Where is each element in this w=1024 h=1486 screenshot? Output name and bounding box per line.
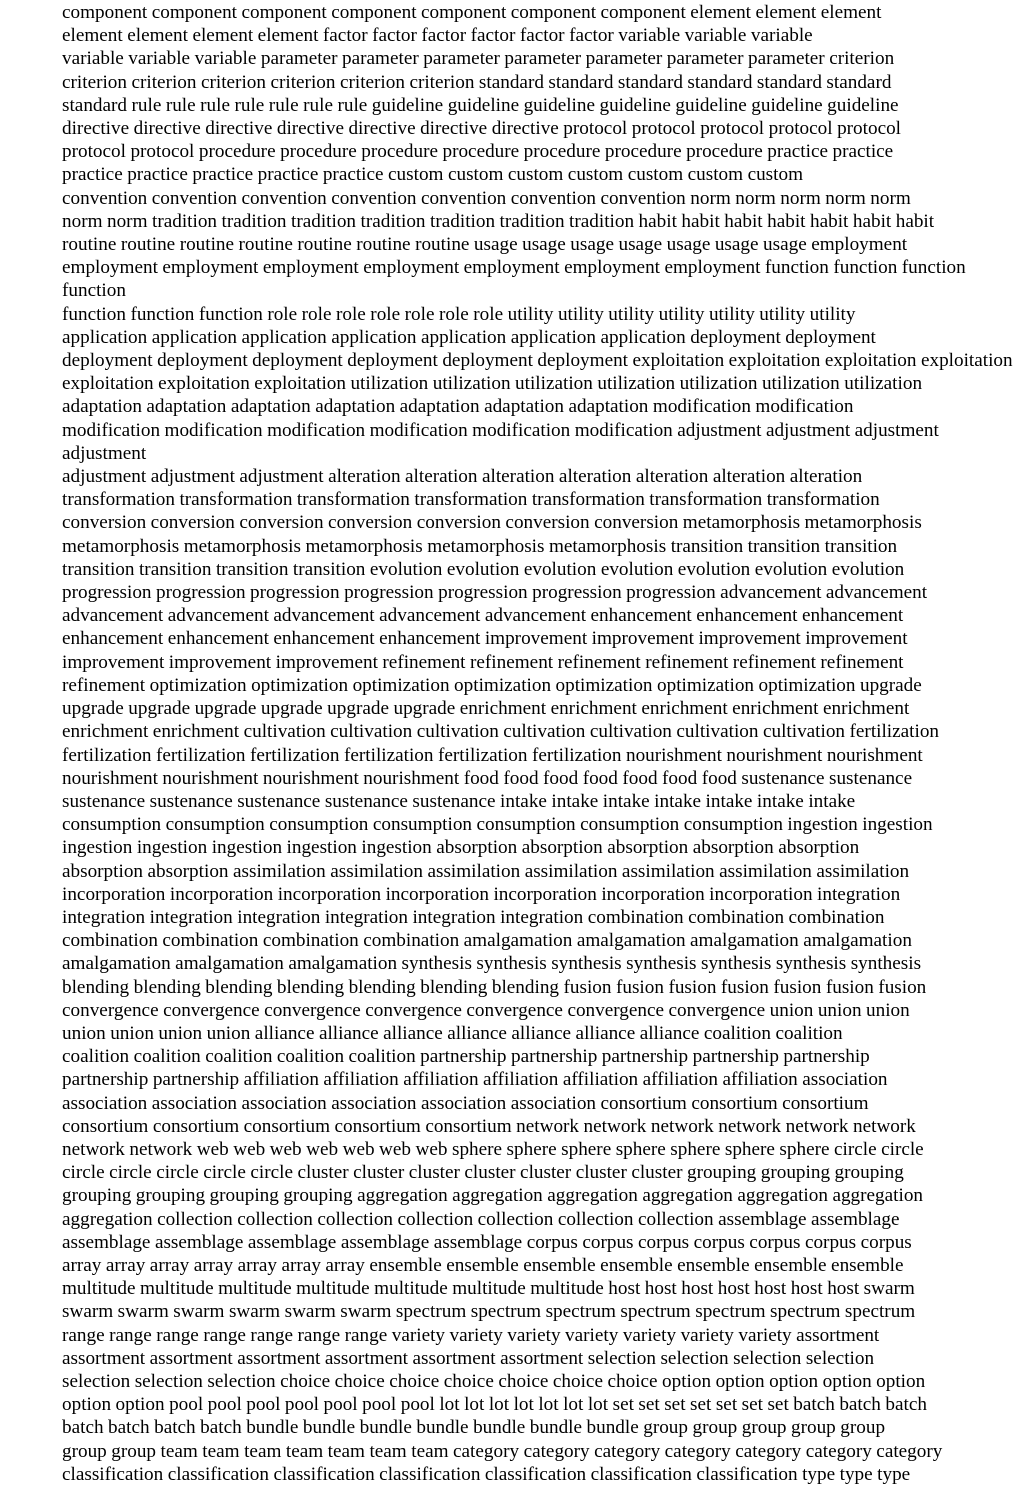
document-page [62,0,1018,1485]
body-text: component component component component component component component element element element element element element element factor factor factor factor factor factor variable variable variable variable variable variable parameter parameter parameter parameter parameter parameter parameter criterion criterion criterion criterion criterion criterion criterion standard standard standard standard standard standard standard rule rule rule rule rule rule rule guideline guideline guideline guideline guideline guideline guideline directive directive directive directive directive directive directive protocol protocol protocol protocol protocol protocol protocol procedure procedure procedure procedure procedure procedure procedure practice practice practice practice practice practice practice custom custom custom custom custom custom custom convention convention convention convention convention convention convention norm norm norm norm norm norm norm tradition tradition tradition tradition tradition tradition tradition habit habit habit habit habit habit habit routine routine routine routine routine routine routine usage usage usage usage usage usage usage employment employment employment employment employment employment employment employment function function function function function function function role role role role role role role utility utility utility utility utility utility utility application application application application application application application deployment deployment deployment deployment deployment deployment deployment deployment exploitation exploitation exploitation exploitation exploitation exploitation exploitation utilization utilization utilization utilization utilization utilization utilization adaptation adaptation adaptation adaptation adaptation adaptation adaptation modification modification modification modification modification modification modification modification adjustment adjustment adjustment adjustment adjustment adjustment adjustment alteration alteration alteration alteration alteration alteration alteration transformation transformation transformation transformation transformation transformation transformation conversion conversion conversion conversion conversion conversion conversion metamorphosis metamorphosis metamorphosis metamorphosis metamorphosis metamorphosis metamorphosis transition transition transition transition transition transition transition evolution evolution evolution evolution evolution evolution evolution progression progression progression progression progression progression progression advancement advancement advancement advancement advancement advancement advancement enhancement enhancement enhancement enhancement enhancement enhancement enhancement improvement improvement improvement improvement improvement improvement improvement refinement refinement refinement refinement refinement refinement refinement optimization optimization optimization optimization optimization optimization optimization upgrade upgrade upgrade upgrade upgrade upgrade upgrade enrichment enrichment enrichment enrichment enrichment enrichment enrichment cultivation cultivation cultivation cultivation cultivation cultivation cultivation fertilization fertilization fertilization fertilization fertilization fertilization fertilization nourishment nourishment nourishment nourishment nourishment nourishment nourishment food food food food food food food sustenance sustenance sustenance sustenance sustenance sustenance sustenance intake intake intake intake intake intake intake consumption consumption consumption consumption consumption consumption consumption ingestion ingestion ingestion ingestion ingestion ingestion ingestion absorption absorption absorption absorption absorption absorption absorption assimilation assimilation assimilation assimilation assimilation assimilation assimilation incorporation incorporation incorporation incorporation incorporation incorporation incorporation integration integration integration integration integration integration integration combination combination combination combination combination combination combination amalgamation amalgamation amalgamation amalgamation amalgamation amalgamation amalgamation synthesis synthesis synthesis synthesis synthesis synthesis synthesis blending blending blending blending blending blending blending fusion fusion fusion fusion fusion fusion fusion convergence convergence convergence convergence convergence convergence convergence union union union union union union union alliance alliance alliance alliance alliance alliance alliance coalition coalition coalition coalition coalition coalition coalition partnership partnership partnership partnership partnership partnership partnership affiliation affiliation affiliation affiliation affiliation affiliation affiliation association association association association association association association consortium consortium consortium consortium consortium consortium consortium consortium network network network network network network network network web web web web web web web sphere sphere sphere sphere sphere sphere sphere circle circle circle circle circle circle circle cluster cluster cluster cluster cluster cluster cluster grouping grouping grouping grouping grouping grouping grouping aggregation aggregation aggregation aggregation aggregation aggregation aggregation collection collection collection collection collection collection collection assemblage assemblage assemblage assemblage assemblage assemblage assemblage corpus corpus corpus corpus corpus corpus corpus array array array array array array array ensemble ensemble ensemble ensemble ensemble ensemble ensemble multitude multitude multitude multitude multitude multitude multitude host host host host host host host swarm swarm swarm swarm swarm swarm swarm spectrum spectrum spectrum spectrum spectrum spectrum spectrum range range range range range range range variety variety variety variety variety variety variety assortment assortment assortment assortment assortment assortment assortment selection selection selection selection selection selection selection choice choice choice choice choice choice choice option option option option option option option pool pool pool pool pool pool pool lot lot lot lot lot lot lot set set set set set set set batch batch batch batch batch batch batch bundle bundle bundle bundle bundle bundle bundle group group group group group group group team team team team team team team category category category category category category category classification classification classification classification classification classification classification type type type [62,2,1013,1485]
